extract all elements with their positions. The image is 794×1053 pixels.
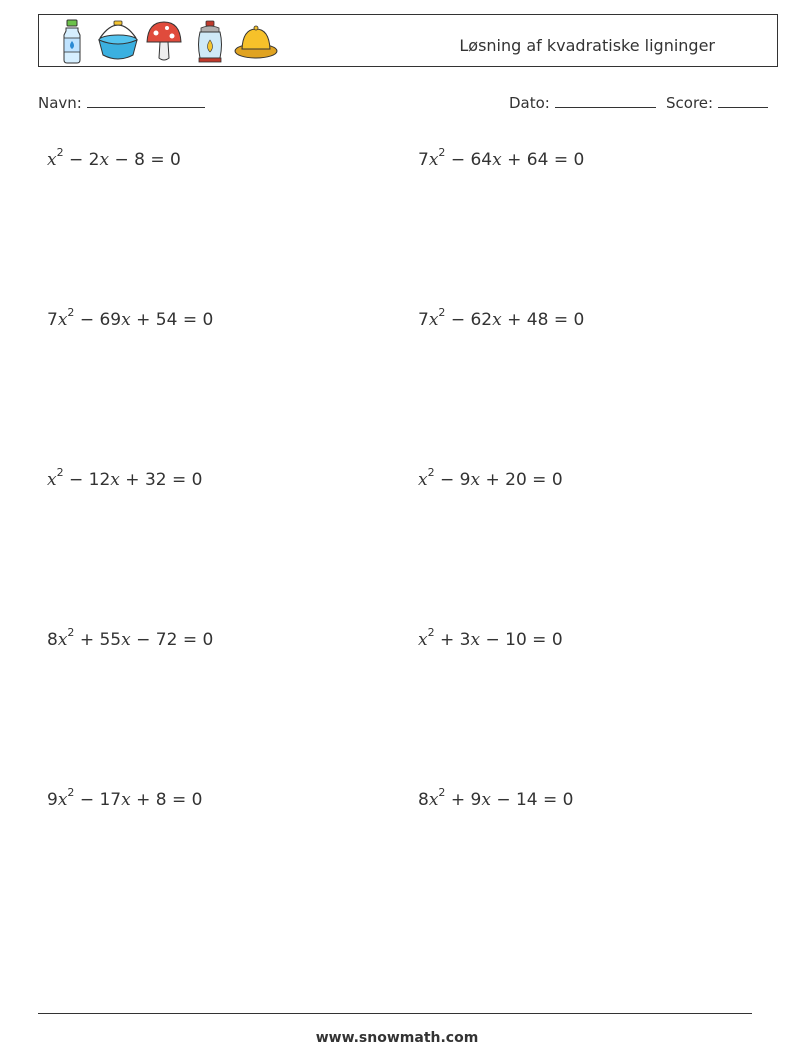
score-blank[interactable] (718, 93, 768, 108)
problem-3: $7x^2 - 69x + 54 = 0$ (47, 306, 214, 330)
problem-4: $7x^2 - 62x + 48 = 0$ (418, 306, 585, 330)
problem-10: $8x^2 + 9x - 14 = 0$ (418, 786, 574, 810)
problem-9: $9x^2 - 17x + 8 = 0$ (47, 786, 203, 810)
name-field (38, 93, 205, 112)
score-field (666, 93, 768, 112)
date-blank[interactable] (555, 93, 656, 108)
problem-1: $x^2 - 2x - 8 = 0$ (47, 146, 181, 170)
footer-website[interactable]: www.snowmath.com (315, 1030, 479, 1046)
sun-hat-icon (233, 18, 279, 64)
score-label: Score: (666, 94, 714, 112)
problem-6: $x^2 - 9x + 20 = 0$ (418, 466, 563, 490)
problem-5: $x^2 - 12x + 32 = 0$ (47, 466, 203, 490)
problem-8: $x^2 + 3x - 10 = 0$ (418, 626, 563, 650)
problem-7: $8x^2 + 55x - 72 = 0$ (47, 626, 214, 650)
header-box (38, 14, 778, 67)
name-label: Navn: (38, 94, 82, 112)
worksheet-title: Løsning af kvadratiske ligninger (459, 36, 715, 55)
name-blank[interactable] (87, 93, 205, 108)
footer-divider (38, 1013, 752, 1014)
mushroom-icon (141, 18, 187, 64)
lantern-icon (187, 18, 233, 64)
date-field (509, 93, 656, 112)
date-label: Dato: (509, 94, 550, 112)
bucket-icon (95, 18, 141, 64)
problem-2: $7x^2 - 64x + 64 = 0$ (418, 146, 585, 170)
water-bottle-icon (49, 18, 95, 64)
